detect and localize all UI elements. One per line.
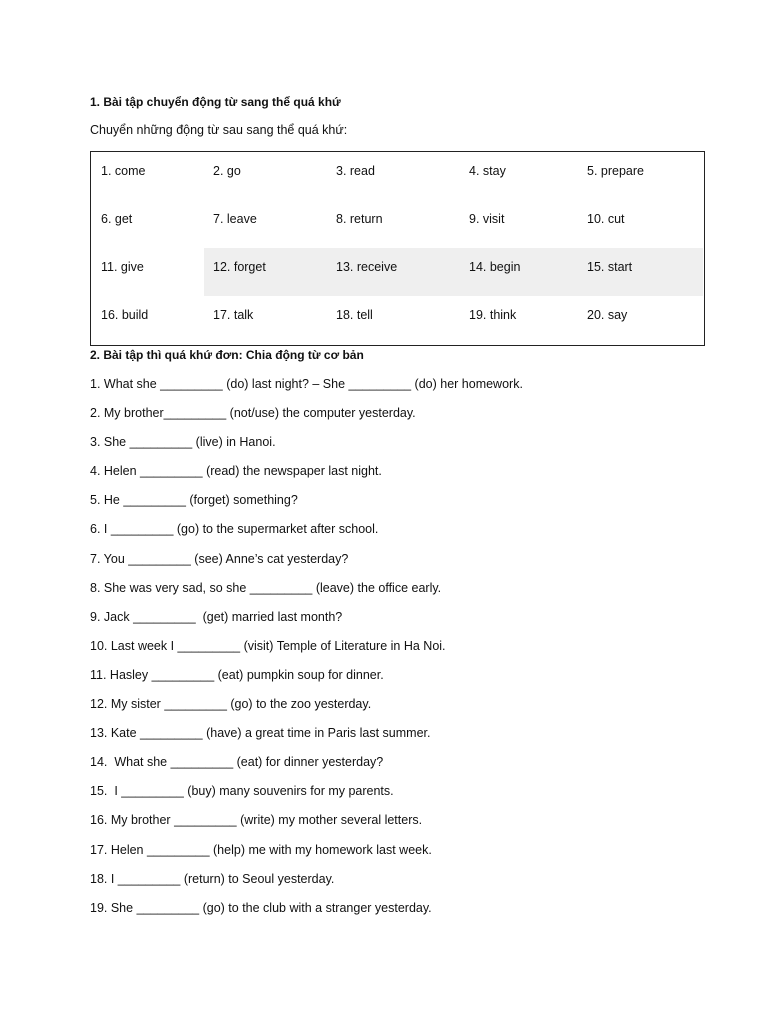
verb-cell: 9. visit	[469, 212, 505, 226]
exercise-item: 16. My brother _________ (write) my mother several letters.	[90, 813, 423, 828]
verb-cell: 6. get	[101, 212, 133, 226]
exercise-item: 17. Helen _________ (help) me with my homework last week.	[90, 842, 432, 857]
exercise-item: 10. Last week I _________ (visit) Temple of Literature in Ha Noi.	[90, 638, 446, 653]
section-1-intro: Chuyển những động từ sau sang thể quá khứ:	[90, 123, 348, 137]
verb-table-row	[92, 200, 703, 248]
verb-cell: 14. begin	[469, 260, 521, 274]
exercise-item: 9. Jack _________ (get) married last month?	[90, 609, 343, 624]
verb-cell: 3. read	[336, 164, 375, 178]
exercise-item: 13. Kate _________ (have) a great time in Paris last summer.	[90, 726, 431, 741]
exercise-item: 2. My brother_________ (not/use) the computer yesterday.	[90, 406, 416, 421]
verb-cell: 20. say	[587, 308, 628, 322]
exercise-item: 1. What she _________ (do) last night? – She _________ (do) her homework.	[90, 377, 523, 391]
verb-table-row	[92, 296, 703, 344]
verb-table-row	[92, 152, 703, 200]
section-1-title: 1. Bài tập chuyển động từ sang thể quá khứ	[90, 95, 341, 109]
verb-cell: 10. cut	[587, 212, 625, 226]
exercise-item: 3. She _________ (live) in Hanoi.	[90, 435, 276, 450]
exercise-item: 11. Hasley _________ (eat) pumpkin soup for dinner.	[90, 667, 384, 682]
verb-cell: 11. give	[92, 248, 204, 296]
exercise-item: 5. He _________ (forget) something?	[90, 493, 298, 508]
verb-cell: 1. come	[101, 164, 146, 178]
exercise-list	[90, 371, 523, 924]
verb-cell: 16. build	[101, 308, 149, 322]
verb-cell: 18. tell	[336, 308, 373, 322]
verb-cell: 7. leave	[213, 212, 257, 226]
exercise-item: 19. She _________ (go) to the club with a stranger yesterday.	[90, 900, 432, 915]
verb-cell: 17. talk	[213, 308, 254, 322]
verb-cell: 15. start	[587, 260, 633, 274]
verb-cell: 12. forget	[213, 260, 266, 274]
exercise-item: 4. Helen _________ (read) the newspaper last night.	[90, 464, 382, 479]
exercise-item: 12. My sister _________ (go) to the zoo yesterday.	[90, 697, 372, 712]
verb-table	[90, 151, 705, 346]
verb-table-row	[92, 248, 703, 296]
verb-cell: 2. go	[213, 164, 241, 178]
verb-cell: 8. return	[336, 212, 383, 226]
verb-cell: 4. stay	[469, 164, 506, 178]
exercise-item: 8. She was very sad, so she _________ (leave) the office early.	[90, 580, 442, 595]
verb-cell: 19. think	[469, 308, 517, 322]
exercise-item: 15. I _________ (buy) many souvenirs for my parents.	[90, 784, 394, 799]
exercise-item: 7. You _________ (see) Anne’s cat yesterday?	[90, 551, 349, 566]
section-2-title: 2. Bài tập thì quá khứ đơn: Chia động từ cơ bản	[90, 348, 364, 362]
exercise-item: 14. What she _________ (eat) for dinner yesterday?	[90, 755, 384, 770]
verb-cell: 5. prepare	[587, 164, 644, 178]
exercise-item: 18. I _________ (return) to Seoul yesterday.	[90, 871, 335, 886]
exercise-item: 6. I _________ (go) to the supermarket after school.	[90, 522, 379, 537]
verb-cell: 13. receive	[336, 260, 398, 274]
